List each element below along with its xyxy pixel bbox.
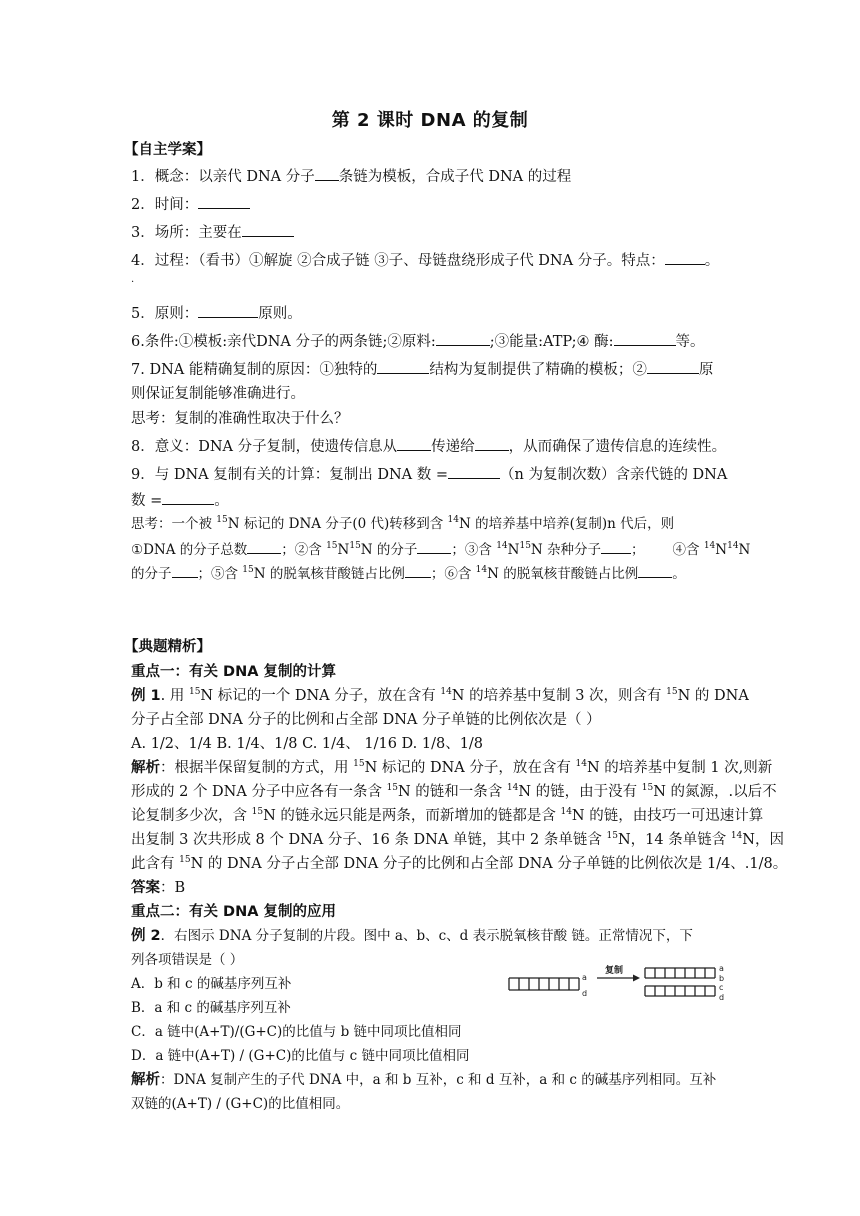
option-d: D．a 链中(A+T) / (G+C)的比值与 c 链中同项比值相同 [131, 1048, 470, 1064]
item-8: 8．意义：DNA 分子复制，使遗传信息从 传递给 ，从而确保了遗传信息的连续性。 [131, 436, 726, 457]
example-1: 例 1. 用 $^{15}$N 标记的一个 DNA 分子，放在含有 $^{14}$N 的培养基中复制 3 次，则含有 $^{15}$N 的 DNA [131, 687, 749, 704]
think-2-questions: ①DNA 的分子总数 ；②含 $^{15}N^{15}N$ 的分子 ；③含 $^{14}N^{15}N$ 杂种分子 ； ④含 $^{14}N^{14}N$ [131, 541, 751, 558]
option-b: B．a 和 c 的碱基序列互补 [131, 1000, 291, 1016]
blank[interactable] [614, 331, 676, 346]
blank[interactable] [198, 194, 250, 209]
blank[interactable] [638, 563, 672, 578]
think-2-questions-cont: 的分子 ；⑤含 $^{15}$N 的脱氧核苷酸链占比例 ；⑥含 $^{14}$N 的脱氧核苷酸链占比例 。 [131, 565, 686, 582]
item-5: 5．原则： 原则。 [131, 303, 302, 324]
item-4: 4．过程：（看书）①解旋 ②合成子链 ③子、母链盘绕形成子代 DNA 分子。特点： 。 [131, 250, 719, 271]
section-heading-examples: 【典题精析】 [124, 639, 211, 655]
analysis-1-line-4: 出复制 3 次共形成 8 个 DNA 分子、16 条 DNA 单链，其中 2 条单链含 $^{15}$N，14 条单链含 $^{14}$N，因 [131, 831, 784, 848]
analysis-2: 解析：DNA 复制产生的子代 DNA 中，a 和 b 互补，c 和 d 互补，a 和 c 的碱基序列相同。互补 [131, 1072, 717, 1088]
option-c: C．a 链中(A+T)/(G+C)的比值与 b 链中同项比值相同 [131, 1024, 462, 1040]
blank[interactable] [647, 359, 699, 374]
item-3: 3．场所：主要在 [131, 222, 294, 243]
strand-label-d2: d [719, 993, 725, 1002]
blank[interactable] [377, 359, 429, 374]
parent-dna-strands [509, 978, 579, 990]
blank[interactable] [665, 250, 705, 265]
page-title: 第 2 课时 DNA 的复制 [331, 110, 529, 131]
item-7-cont: 则保证复制能够准确进行。 [131, 386, 305, 402]
item-2: 2．时间： [131, 194, 250, 215]
example-1-options: A. 1/2、1/4 B. 1/4、1/8 C. 1/4、 1/16 D. 1/8、1/8 [131, 736, 484, 752]
blank[interactable] [247, 539, 281, 554]
arrow-label: 复制 [605, 966, 624, 976]
analysis-1-line-3: 论复制多少次，含 $^{15}$N 的链永远只能是两条，而新增加的链都是含 $^{14}$N 的链，由技巧一可迅速计算 [131, 807, 764, 824]
analysis-1-line-2: 形成的 2 个 DNA 分子中应各有一条含 $^{15}$N 的链和一条含 $^{14}$N 的链，由于没有 $^{15}$N 的氮源，.以后不 [131, 783, 777, 800]
key-point-2: 重点二：有关 DNA 复制的应用 [131, 904, 336, 920]
item-1: 1．概念：以亲代 DNA 分子 条链为模板，合成子代 DNA 的过程 [131, 166, 571, 187]
example-1-cont: 分子占全部 DNA 分子的比例和占全部 DNA 分子单链的比例依次是（ ） [131, 712, 601, 728]
blank[interactable] [475, 436, 509, 451]
item-4-dot: . [131, 274, 135, 285]
think-2: 思考：一个被 $^{15}$N 标记的 DNA 分子(0 代)转移到含 $^{14}$N 的培养基中培养(复制)n 代后，则 [131, 515, 675, 532]
analysis-2-cont: 双链的(A+T) / (G+C)的比值相同。 [131, 1096, 350, 1112]
daughter-dna-strands [645, 968, 715, 996]
analysis-1-line-5: 此含有 $^{15}$N 的 DNA 分子占全部 DNA 分子的比例和占全部 DNA 分子单链的比例依次是 1/4、.1/8。 [131, 855, 788, 872]
item-9: 9．与 DNA 复制有关的计算：复制出 DNA 数 = （n 为复制次数）含亲代链的 DNA [131, 464, 727, 485]
strand-label-c: c [719, 983, 724, 992]
dna-replication-figure [505, 960, 730, 1010]
blank[interactable] [242, 222, 294, 237]
strand-label-a2: a [719, 964, 724, 973]
blank[interactable] [417, 539, 451, 554]
blank[interactable] [198, 303, 258, 318]
example-2: 例 2．右图示 DNA 分子复制的片段。图中 a、b、c、d 表示脱氧核苷酸 链。正常情况下，下 [131, 928, 693, 944]
key-point-1: 重点一：有关 DNA 复制的计算 [131, 664, 336, 680]
item-9-cont: 数 = 。 [131, 490, 229, 511]
blank[interactable] [436, 331, 490, 346]
section-heading-self-study: 【自主学案】 [124, 142, 211, 158]
blank[interactable] [601, 539, 631, 554]
answer-1: 答案：B [131, 880, 186, 896]
item-7: 7. DNA 能精确复制的原因：①独特的 结构为复制提供了精确的模板；② 原 [131, 359, 713, 380]
option-a: A．b 和 c 的碱基序列互补 [131, 976, 292, 992]
example-2-cont: 列各项错误是（ ） [131, 952, 244, 968]
strand-label-a: a [582, 973, 587, 982]
strand-label-d: d [582, 989, 588, 998]
analysis-1: 解析：根据半保留复制的方式，用 $^{15}$N 标记的 DNA 分子，放在含有 $^{14}$N 的培养基中复制 1 次,则新 [131, 759, 773, 776]
strand-label-b: b [719, 974, 725, 983]
blank[interactable] [448, 464, 500, 479]
blank[interactable] [315, 166, 339, 181]
think-1: 思考：复制的准确性取决于什么？ [131, 411, 349, 427]
blank[interactable] [162, 490, 214, 505]
blank[interactable] [172, 563, 198, 578]
blank[interactable] [405, 563, 431, 578]
item-6: 6.条件:①模板:亲代DNA 分子的两条链;②原料: ;③能量:ATP;④ 酶: 等。 [131, 331, 705, 352]
blank[interactable] [397, 436, 431, 451]
